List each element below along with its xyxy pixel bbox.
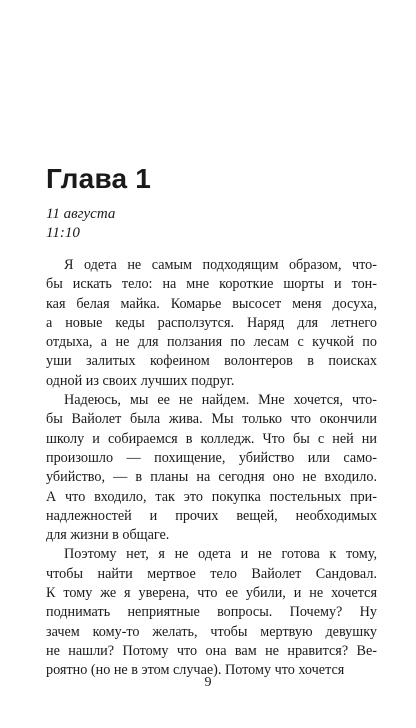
text-line: Надеюсь, мы ее не найдем. Мне хочется, что- — [64, 392, 377, 409]
text-line: произошло — похищение, убийство или само- — [46, 449, 377, 466]
text-line: зачем кому-то желать, чтобы мертвую девушку — [46, 623, 377, 640]
text-line: отдыха, а не для ползания по лесам с кучкой по — [46, 334, 377, 351]
text-line: для жизни в общаге. — [46, 527, 170, 544]
text-line: Поэтому нет, я не одета и не готова к тому, — [64, 546, 377, 563]
text-line: надлежностей и прочих вещей, необходимых — [46, 507, 377, 524]
text-line: А что входило, так это покупка постельных при- — [46, 488, 377, 505]
text-line: кая белая майка. Комарье высосет меня досуха, — [46, 295, 377, 312]
text-line: К тому же я уверена, что ее убили, и не хочется — [46, 585, 377, 602]
chapter-dateline — [46, 205, 115, 243]
text-line: чтобы найти мертвое тело Вайолет Сандовал. — [46, 565, 377, 582]
text-line: поднимать неприятные вопросы. Почему? Ну — [46, 604, 377, 621]
chapter-date: 11 августа — [46, 206, 116, 222]
text-line: бы Вайолет была жива. Мы только что окончили — [46, 411, 377, 428]
text-line: роятно (но не в этом случае). Потому что хочется — [46, 662, 345, 679]
text-line: Я одета не самым подходящим образом, что- — [64, 257, 377, 273]
chapter-title: Глава 1 — [46, 163, 152, 194]
text-line: убийство, — в планы на сегодня оно не входило. — [46, 469, 377, 486]
chapter-body-text — [46, 256, 377, 681]
paragraph — [46, 391, 377, 545]
text-line: уши залитых кофеином волонтеров в поисках — [46, 353, 377, 370]
text-line: школу и собираемся в колледж. Что бы с ней ни — [46, 430, 377, 447]
text-line: бы искать тело: на мне короткие шорты и тон- — [46, 276, 377, 293]
page-number: 9 — [204, 675, 212, 690]
text-line: а новые кеды расползутся. Наряд для летнего — [46, 314, 377, 331]
chapter-time: 11:10 — [46, 225, 80, 241]
paragraph — [46, 545, 377, 680]
text-line: одной из своих лучших подруг. — [46, 372, 235, 389]
text-line: не нашли? Потому что она вам не нравится? Ве- — [46, 642, 377, 659]
paragraph — [46, 256, 377, 391]
